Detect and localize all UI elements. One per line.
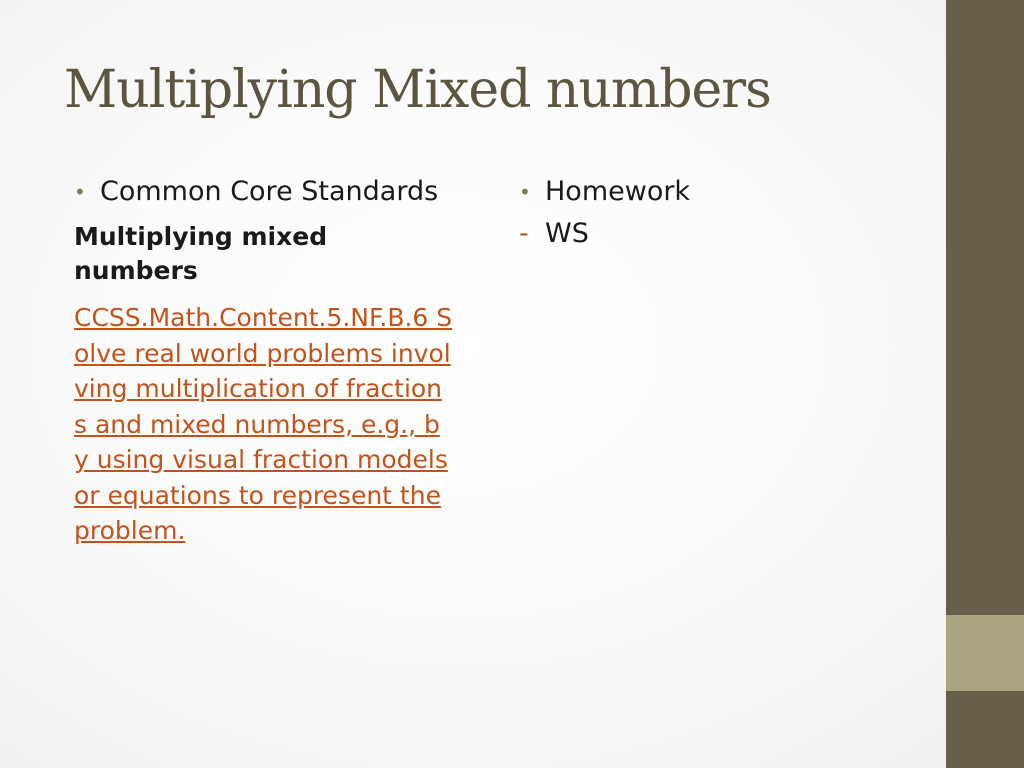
subheading-multiplying-mixed: Multiplying mixed numbers xyxy=(74,222,328,285)
homework-item-text: WS xyxy=(545,218,589,249)
bullet-icon: • xyxy=(519,180,531,204)
right-column xyxy=(519,176,899,250)
bullet-homework xyxy=(519,176,899,208)
dash-icon: - xyxy=(519,218,529,249)
bullet-common-core xyxy=(74,176,454,208)
slide-title: Multiplying Mixed numbers xyxy=(64,60,771,120)
side-band-accent xyxy=(946,615,1024,691)
homework-heading: Homework xyxy=(545,176,691,207)
bullet-icon: • xyxy=(74,180,86,204)
common-core-heading: Common Core Standards xyxy=(100,176,439,207)
homework-item xyxy=(519,218,899,250)
left-column xyxy=(74,176,454,549)
ccss-standard-link[interactable]: CCSS.Math.Content.5.NF.B.6 Solve real world problems involving multiplication of fractions and mixed numbers, e.g., by using visual fraction models or equations to represent the problem. xyxy=(74,303,453,545)
